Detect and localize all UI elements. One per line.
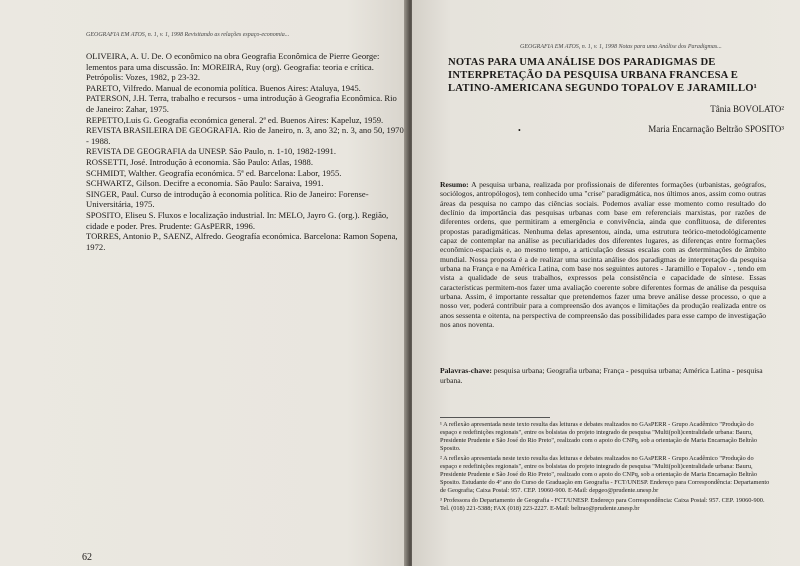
reference-item: REVISTA BRASILEIRA DE GEOGRAFIA. Rio de Janeiro, n. 3, ano 32; n. 3, ano 50, 1970 - 1988. xyxy=(86,125,404,146)
article-title: NOTAS PARA UMA ANÁLISE DOS PARADIGMAS DE INTERPRETAÇÃO DA PESQUISA URBANA FRANCESA E LATINO-AMERICANA SEGUNDO TOPALOV E JARAMILLO¹ xyxy=(448,57,758,94)
reference-item: SPOSITO, Eliseu S. Fluxos e localização industrial. In: MELO, Jayro G. (org.). Região, cidade e poder. Pres. Prudente: GAsPERR, 1996. xyxy=(86,209,389,231)
abstract-text: A pesquisa urbana, realizada por profissionais de diferentes formações (urbanistas, geógrafos, sociólogos, antropólogos), tem conhecido uma "crise" paradigmática, nos últimos anos, assim como outras áreas da pesquisa no campo das ciências sociais. Podemos avaliar esse momento como resultado do declínio da importância das pesquisas urbanas com base em referenciais marxistas, por razões de diferentes ordens, que permitiram a emergência e convivência, ainda que conflituosa, de diferentes propostas paradigmáticas. Nenhuma delas apresentou, ainda, uma estrutura teórico-metodológicamente capaz de contemplar na análise as peculiaridades dos diferentes lugares, as diferenças entre formações econômico-espaciais e, ao mesmo tempo, a articulação dessas escalas com as determinações de âmbito mundial. Nossa proposta é a de realizar uma sucinta análise dos paradigmas de interpretação da pesquisa urbana na França e na América Latina, com base nos seguintes autores - Jaramillo e Topalov - , tendo em vista a qualidade de seus trabalhos, expressos pela consistência e capacidade de síntese. Essas características permitem-nos fazer uma avaliação coerente sobre diferentes formas de análise da pesquisa urbana. Assim, é importante ressaltar que pretendemos fazer uma breve análise desse processo, o que a nosso ver, poderá contribuir para a compreensão dos avanços e limitações da produção realizada entre os anos sessenta e oitenta, na perspectiva de compreensão das possibilidades para esse campo de investigação nos anos noventa. xyxy=(440,180,766,330)
reference-item: PATERSON, J.H. Terra, trabalho e recursos - uma introdução à Geografia Econômica. Rio de Janeiro: Zahar, 1975. xyxy=(86,93,397,114)
reference-item: SCHWARTZ, Gilson. Decifre a economia. São Paulo: Saraiva, 1991. xyxy=(86,178,324,189)
bullet-mark: • xyxy=(518,126,521,135)
footnotes xyxy=(440,421,770,516)
footnote-item: ³ Professora do Departamento de Geografia - FCT/UNESP. Endereço para Correspondência: Caixa Postal: 957. CEP. 19060-900. Tel. (018) 221-5388; FAX (018) 223-2227. E-Mail: beltrao@prudente.unesp.br xyxy=(440,497,765,513)
footnote-rule xyxy=(440,417,550,418)
reference-list xyxy=(86,51,404,252)
keywords-text: pesquisa urbana; Geografia urbana; França - pesquisa urbana; América Latina - pesquisa urbana. xyxy=(440,366,763,385)
reference-item: OLIVEIRA, A. U. De. O econômico na obra Geografia Econômica de Pierre George: lementos para uma discussão. In: MOREIRA, Ruy (org). Geografia: teoria e crítica. Petrópolis: Vozes, 1982, p 23-32. xyxy=(86,51,380,83)
footnote-item: ² A reflexão apresentada neste texto resulta das leituras e debates realizados no GAsPERR - Grupo Acadêmico "Produção do espaço e redefinições regionais", entre os bolsistas do projeto integrado de pesquisa "Multi(poli)centralidade urbana: Bauru, Presidente Prudente e São José do Rio Preto", realizado com o apoio do CNPq, sob a orientação de Maria Encarnação Beltrão Sposito. Estudante do 4º ano do Curso de Graduação em Geografia - FCT/UNESP. Endereço para Correspondência: Departamento de Geografia; Caixa Postal: 957. CEP. 19060-900. E-Mail: depgeo@prudente.unesp.br xyxy=(440,455,770,495)
abstract xyxy=(440,180,766,330)
page-number: 62 xyxy=(82,552,92,563)
right-running-head: GEOGRAFIA EM ATOS, n. 1, v. 1, 1998 Notas para uma Análise dos Paradigmas... xyxy=(520,44,722,50)
left-running-head: GEOGRAFIA EM ATOS, n. 1, v. 1, 1998 Revisitando as relações espaço-economia... xyxy=(86,32,290,38)
reference-item: REVISTA DE GEOGRAFIA da UNESP. São Paulo, n. 1-10, 1982-1991. xyxy=(86,146,336,157)
abstract-label: Resumo: xyxy=(440,180,469,189)
keywords xyxy=(440,366,766,386)
reference-item: ROSSETTI, José. Introdução à economia. São Paulo: Atlas, 1988. xyxy=(86,156,313,167)
author-1: Tânia BOVOLATO² xyxy=(710,104,784,114)
reference-item: TORRES, Antonio P., SAENZ, Alfredo. Geografía económica. Barcelona: Ramon Sopena, 1972. xyxy=(86,231,398,252)
keywords-label: Palavras-chave: xyxy=(440,366,492,375)
reference-item: PARETO, Vilfredo. Manual de economia política. Buenos Aires: Ataluya, 1945. xyxy=(86,82,361,93)
footnote-item: ¹ A reflexão apresentada neste texto resulta das leituras e debates realizados no GAsPERR - Grupo Acadêmico "Produção do espaço e redefinições regionais", entre os bolsistas do projeto integrado de pesquisa "Multi(poli)centralidade urbana: Bauru, Presidente Prudente e São José do Rio Preto", realizado com o apoio do CNPq, sob a orientação de Maria Encarnação Beltrão Sposito. xyxy=(440,421,757,453)
reference-item: SINGER, Paul. Curso de introdução à economia política. Rio de Janeiro: Forense-Universitária, 1975. xyxy=(86,188,369,210)
reference-item: REPETTO,Luis G. Geografia económica general. 2ª ed. Buenos Aires: Kapeluz, 1959. xyxy=(86,114,384,125)
author-2: Maria Encarnação Beltrão SPOSITO³ xyxy=(648,124,784,134)
reference-item: SCHMIDT, Walther. Geografía económica. 5ª ed. Barcelona: Labor, 1955. xyxy=(86,167,342,178)
